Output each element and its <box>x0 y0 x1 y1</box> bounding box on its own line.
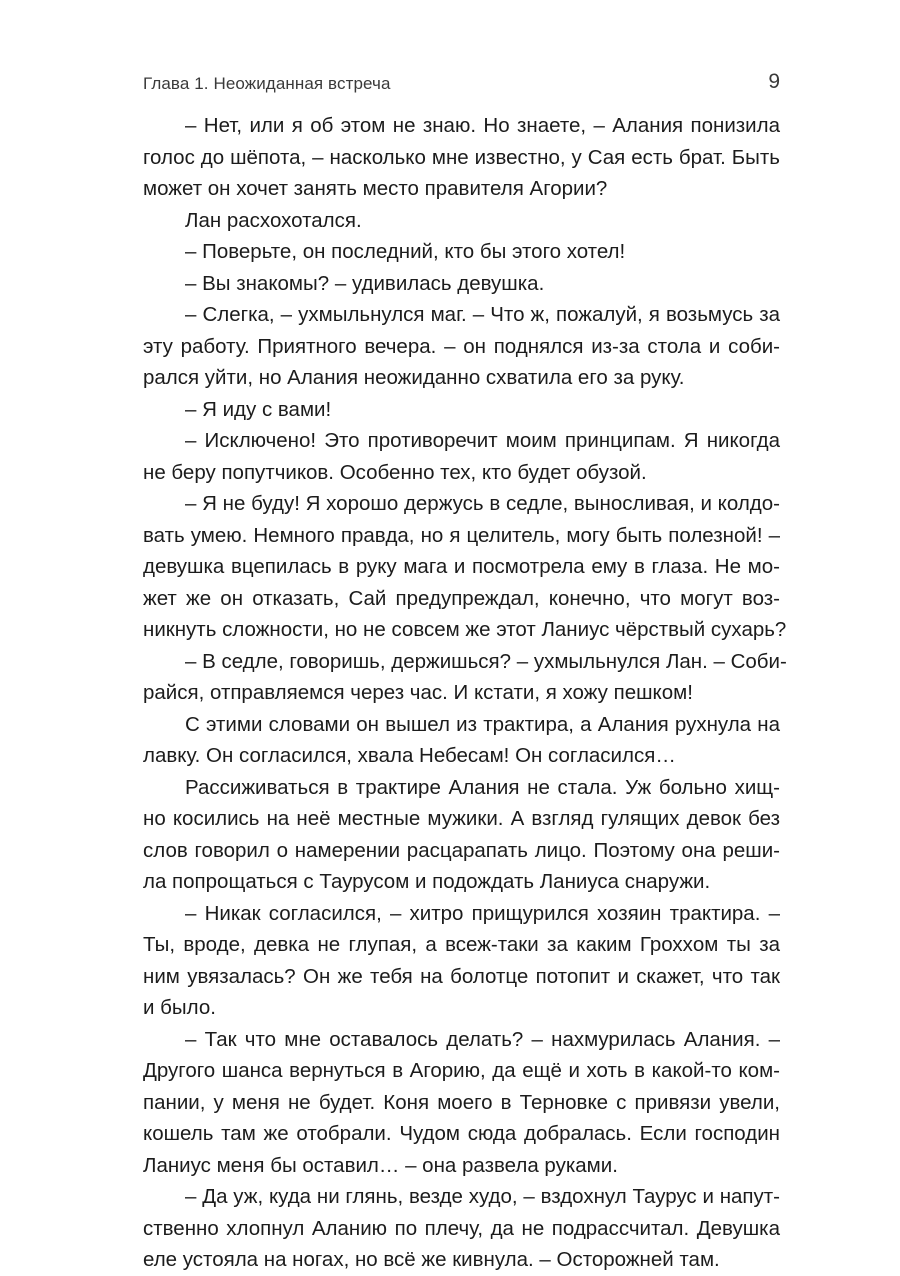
text-line: и было. <box>143 996 216 1019</box>
text-line: никнуть сложности, но не совсем же этот Ланиус чёрствый сухарь? <box>143 618 787 641</box>
text-line: – Нет, или я об этом не знаю. Но знаете, – Алания понизила <box>185 114 780 137</box>
paragraph <box>143 394 780 426</box>
text-line: – Так что мне оставалось делать? – нахмурилась Алания. – <box>185 1027 780 1051</box>
text-line: лавку. Он согласился, хвала Небесам! Он согласился… <box>143 744 676 767</box>
text-line: ним увязалась? Он же тебя на болотце потопит и скажет, что так <box>143 964 780 988</box>
text-line: девушка вцепилась в руку мага и посмотрела ему в глаза. Не мо- <box>143 555 780 578</box>
text-line: – Да уж, куда ни глянь, везде худо, – вздохнул Таурус и напут- <box>185 1185 780 1208</box>
text-line: Другого шанса вернуться в Агорию, да ещё и хоть в какой-то ком- <box>143 1059 780 1082</box>
text-line: райся, отправляемся через час. И кстати, я хожу пешком! <box>143 681 693 704</box>
page-number: 9 <box>768 70 780 93</box>
text-line: может он хочет занять место правителя Агории? <box>143 177 608 200</box>
text-line: голос до шёпота, – насколько мне известно, у Сая есть брат. Быть <box>143 145 780 169</box>
text-line: Ланиус меня бы оставил… – она развела руками. <box>143 1153 618 1177</box>
text-line: пании, у меня не будет. Коня моего в Терновке с привязи увели, <box>143 1090 780 1114</box>
body-text <box>143 110 787 1276</box>
text-line: кошель там же отобрали. Чудом сюда добралась. Если господин <box>143 1122 780 1145</box>
text-line: не беру попутчиков. Особенно тех, кто будет обузой. <box>143 460 647 484</box>
text-line: слов говорил о намерении расцарапать лицо. Поэтому она реши- <box>143 838 780 862</box>
paragraph <box>143 709 780 772</box>
text-line: Ты, вроде, девка не глупая, а всеж-таки за каким Грохxом ты за <box>143 933 780 956</box>
text-line: – Никак согласился, – хитро прищурился хозяин трактира. – <box>185 901 780 925</box>
text-line: – Исключено! Это противоречит моим принципам. Я никогда <box>185 429 780 452</box>
text-line: жет же он отказать, Сай предупреждал, конечно, что могут воз- <box>143 586 780 610</box>
text-line: еле устояла на ногах, но всё же кивнула. – Осторожней там. <box>143 1248 720 1271</box>
text-line: – Слегка, – ухмыльнулся маг. – Что ж, пожалуй, я возьмусь за <box>185 303 780 326</box>
text-line: – Поверьте, он последний, кто бы этого хотел! <box>185 240 626 263</box>
paragraph <box>143 110 780 205</box>
text-line: – В седле, говоришь, держишься? – ухмыльнулся Лан. – Соби- <box>185 649 787 673</box>
text-line: эту работу. Приятного вечера. – он поднялся из-за стола и соби- <box>143 334 780 358</box>
text-line: вать умею. Немного правда, но я целитель, могу быть полезной! – <box>143 523 780 547</box>
text-line: Лан расхохотался. <box>185 208 362 232</box>
running-head-chapter-title: Глава 1. Неожиданная встреча <box>143 74 391 93</box>
text-line: – Я не буду! Я хорошо держусь в седле, выносливая, и колдо- <box>185 492 780 515</box>
paragraph <box>143 205 780 237</box>
paragraph <box>143 268 780 300</box>
text-line: ственно хлопнул Аланию по плечу, да не подрассчитал. Девушка <box>143 1216 780 1240</box>
text-line: ла попрощаться с Таурусом и подождать Ланиуса снаружи. <box>143 870 711 893</box>
text-line: но косились на неё местные мужики. А взгляд гулящих девок без <box>143 807 780 830</box>
paragraph <box>143 646 787 709</box>
paragraph <box>143 1181 780 1276</box>
text-line: С этими словами он вышел из трактира, а Алания рухнула на <box>185 712 780 736</box>
paragraph <box>143 236 780 268</box>
paragraph <box>143 898 780 1024</box>
paragraph <box>143 1024 780 1182</box>
paragraph <box>143 772 780 898</box>
text-line: рался уйти, но Алания неожиданно схватила его за руку. <box>143 366 685 389</box>
paragraph <box>143 299 780 394</box>
paragraph <box>143 488 787 646</box>
text-line: – Я иду с вами! <box>185 397 332 421</box>
text-line: – Вы знакомы? – удивилась девушка. <box>185 271 545 295</box>
text-line: Рассиживаться в трактире Алания не стала. Уж больно хищ- <box>185 775 780 799</box>
paragraph <box>143 425 780 488</box>
